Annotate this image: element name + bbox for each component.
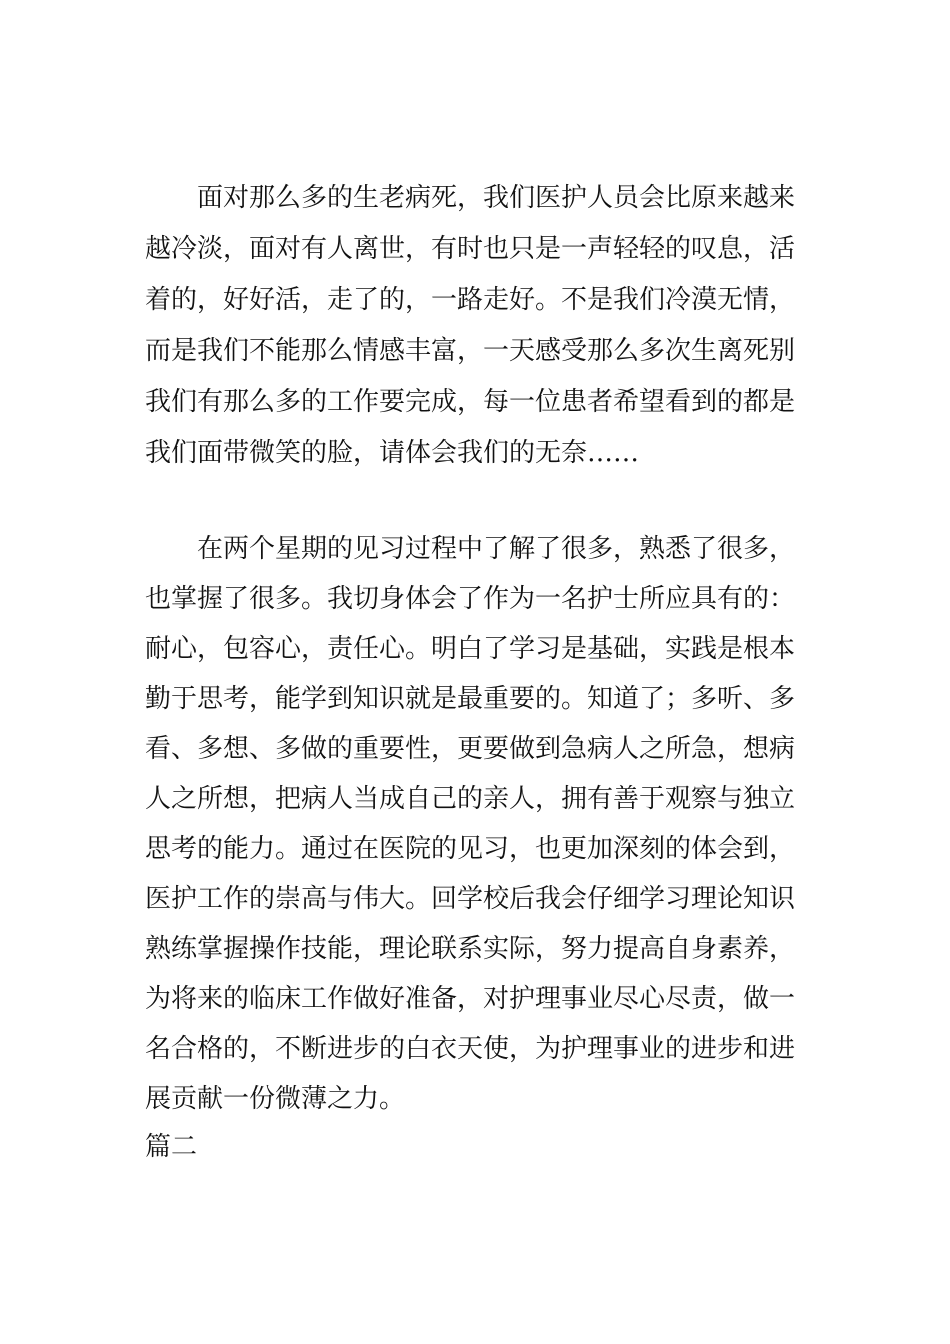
paragraph-1-line-1: 面对那么多的生老病死，我们医护人员会比原来越来	[197, 183, 796, 213]
paragraph-2-line-7: 思考的能力。通过在医院的见习，也更加深刻的体会到，	[145, 834, 796, 864]
paragraph-1-line-6: 我们面带微笑的脸，请体会我们的无奈……	[145, 438, 640, 468]
paragraph-1-line-3: 着的，好好活，走了的，一路走好。不是我们冷漠无情，	[145, 285, 796, 315]
paragraph-2-line-4: 勤于思考，能学到知识就是最重要的。知道了；多听、多	[145, 684, 796, 714]
paragraph-2-line-11: 名合格的，不断进步的白衣天使，为护理事业的进步和进	[145, 1034, 796, 1064]
paragraph-2-line-2: 也掌握了很多。我切身体会了作为一名护士所应具有的：	[145, 584, 796, 614]
paragraph-2-line-9: 熟练掌握操作技能，理论联系实际，努力提高自身素养，	[145, 934, 796, 964]
paragraph-1-line-4: 而是我们不能那么情感丰富，一天感受那么多次生离死别	[145, 336, 796, 366]
paragraph-2-line-12: 展贡献一份微薄之力。	[145, 1084, 406, 1114]
section-heading: 篇二	[145, 1132, 198, 1162]
paragraph-2-line-6: 人之所想，把病人当成自己的亲人，拥有善于观察与独立	[145, 784, 796, 814]
paragraph-2-line-3: 耐心，包容心，责任心。明白了学习是基础，实践是根本	[145, 634, 796, 664]
paragraph-2-line-1: 在两个星期的见习过程中了解了很多，熟悉了很多，	[197, 534, 796, 564]
paragraph-2-line-5: 看、多想、多做的重要性，更要做到急病人之所急，想病	[145, 734, 796, 764]
paragraph-2-line-8: 医护工作的崇高与伟大。回学校后我会仔细学习理论知识	[145, 884, 796, 914]
paragraph-1-line-5: 我们有那么多的工作要完成，每一位患者希望看到的都是	[145, 387, 796, 417]
paragraph-1-line-2: 越冷淡，面对有人离世，有时也只是一声轻轻的叹息，活	[145, 234, 796, 264]
paragraph-2-line-10: 为将来的临床工作做好准备，对护理事业尽心尽责，做一	[145, 984, 796, 1014]
